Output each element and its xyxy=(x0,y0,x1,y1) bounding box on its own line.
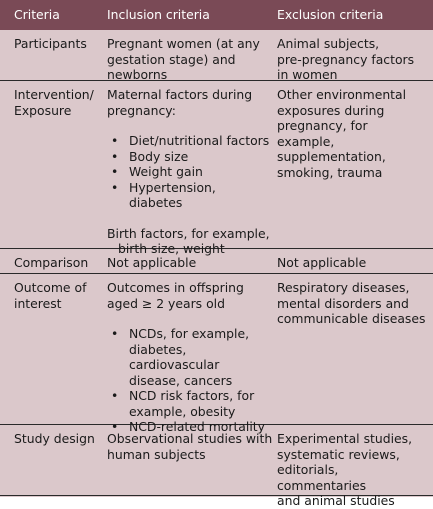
inclusion-text: Not applicable xyxy=(107,255,197,270)
bullet-icon: • xyxy=(111,326,119,341)
inclusion-intro-line: Outcomes in offspring xyxy=(107,280,244,295)
criteria-label-line: Intervention/ xyxy=(14,87,94,102)
exclusion-line: systematic reviews, xyxy=(277,446,400,462)
exclusion-line: pre-pregnancy factors xyxy=(277,51,415,67)
inclusion-line: human subjects xyxy=(107,446,206,462)
list-item: • Body size xyxy=(111,148,189,164)
list-item: • NCDs, for example, diabetes, cardiovascular disease, cancers xyxy=(111,326,250,388)
list-item: • NCD-related mortality xyxy=(111,419,265,434)
bullet-icon: • xyxy=(111,164,119,179)
table-row-outcome xyxy=(0,274,433,434)
list-item: • Hypertension, diabetes xyxy=(111,179,216,210)
criteria-cell xyxy=(14,36,102,52)
list-item: • Diet/nutritional factors xyxy=(111,133,270,148)
exclusion-text: Not applicable xyxy=(277,255,367,270)
inclusion-outro-line: birth size, weight xyxy=(118,241,225,256)
bullet-icon: • xyxy=(111,419,119,434)
bullet-icon: • xyxy=(111,388,119,403)
criteria-cell xyxy=(14,280,102,311)
criteria-cell xyxy=(14,87,102,118)
bullet-icon: • xyxy=(111,133,119,148)
exclusion-line: in women xyxy=(277,67,338,82)
criteria-label: Study design xyxy=(14,431,95,446)
inclusion-line: gestation stage) and xyxy=(107,51,236,67)
table-row-study-design xyxy=(0,425,433,508)
list-item: • Weight gain xyxy=(111,164,203,179)
inclusion-bullet-list xyxy=(107,326,273,435)
inclusion-line: Observational studies with xyxy=(107,431,273,446)
exclusion-cell xyxy=(277,36,427,83)
inclusion-bullet-list xyxy=(107,133,273,211)
exclusion-cell xyxy=(277,87,427,180)
exclusion-cell xyxy=(277,255,427,271)
table-row-comparison xyxy=(0,249,433,274)
inclusion-intro: Maternal factors during pregnancy: xyxy=(107,87,253,118)
inclusion-cell xyxy=(107,280,273,435)
inclusion-cell xyxy=(107,431,273,462)
inclusion-line: newborns xyxy=(107,67,168,82)
table-row-intervention xyxy=(0,81,433,256)
exclusion-line: editorials, commentaries xyxy=(277,462,367,493)
inclusion-line: Pregnant women (at any xyxy=(107,36,260,51)
exclusion-line: Other environmental xyxy=(277,87,407,102)
list-item: • NCD risk factors, for example, obesity xyxy=(111,388,255,419)
header-criteria: Criteria xyxy=(14,7,60,22)
exclusion-line: and animal studies xyxy=(277,493,395,508)
header-exclusion: Exclusion criteria xyxy=(277,7,384,22)
criteria-label-line: Exposure xyxy=(14,102,72,118)
exclusion-line: Animal subjects, xyxy=(277,36,380,51)
inclusion-cell xyxy=(107,255,273,271)
inclusion-outro-line: Birth factors, for example, xyxy=(107,225,270,241)
exclusion-line: Respiratory diseases, xyxy=(277,280,410,295)
inclusion-cell xyxy=(107,36,273,83)
criteria-label-line: Outcome of xyxy=(14,280,87,295)
exclusion-line: exposures during xyxy=(277,102,385,118)
bullet-icon: • xyxy=(111,148,119,164)
exclusion-line: mental disorders and xyxy=(277,295,409,311)
inclusion-cell xyxy=(107,87,273,257)
criteria-label: Comparison xyxy=(14,255,89,270)
exclusion-line: supplementation, xyxy=(277,149,386,164)
exclusion-line: communicable diseases xyxy=(277,311,426,326)
inclusion-intro-line: aged ≥ 2 years old xyxy=(107,295,225,311)
criteria-label: Participants xyxy=(14,36,87,51)
criteria-cell xyxy=(14,255,102,271)
exclusion-line: Experimental studies, xyxy=(277,431,413,446)
bullet-icon: • xyxy=(111,179,119,195)
criteria-label-line: interest xyxy=(14,295,62,311)
header-inclusion: Inclusion criteria xyxy=(107,7,210,22)
exclusion-line: smoking, trauma xyxy=(277,164,383,180)
exclusion-cell xyxy=(277,280,427,327)
exclusion-line: pregnancy, for example, xyxy=(277,118,368,149)
table-row-participants xyxy=(0,30,433,81)
table-header xyxy=(0,0,433,30)
criteria-cell xyxy=(14,431,102,447)
